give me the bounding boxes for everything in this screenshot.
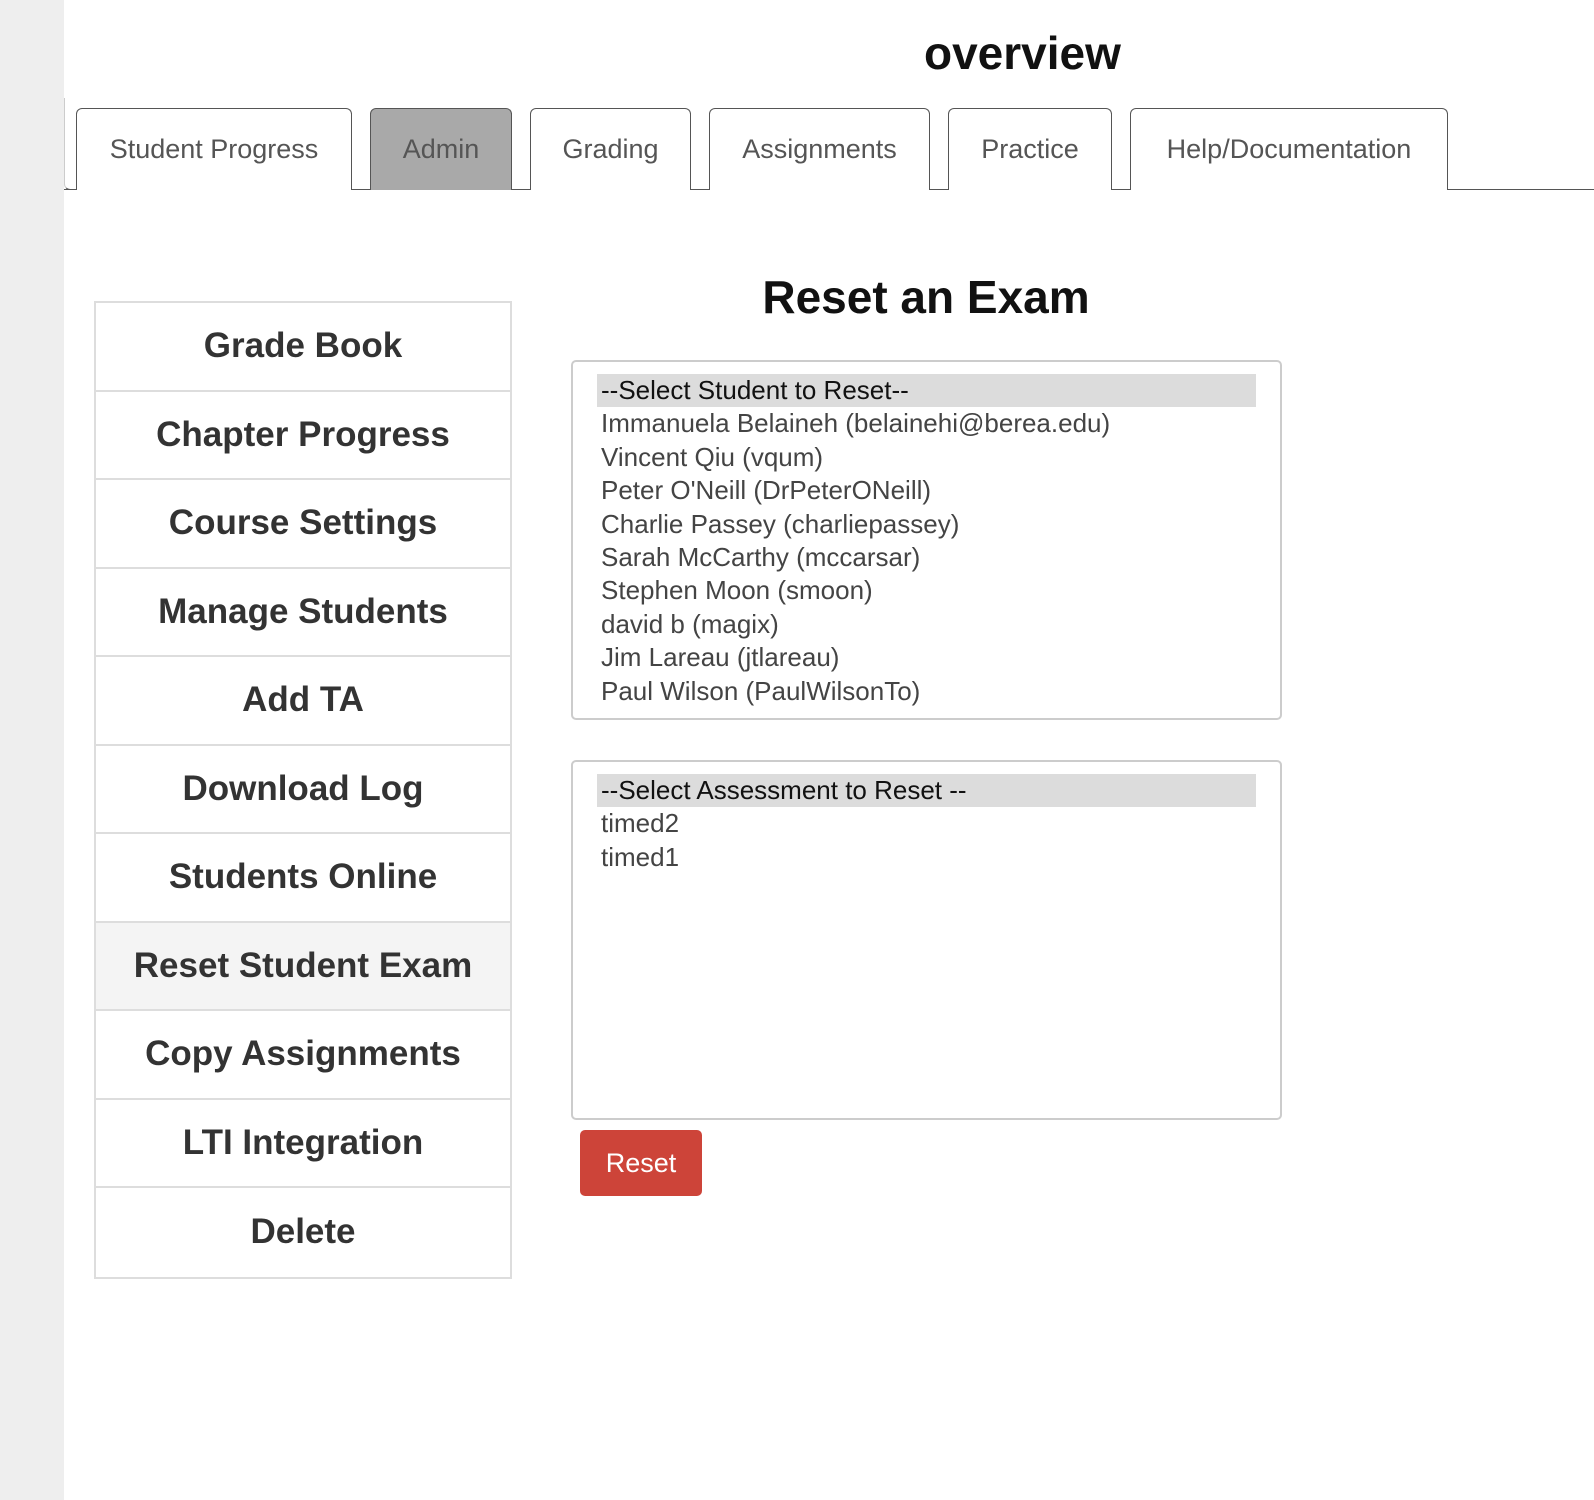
menu-item-add-ta[interactable]: Add TA bbox=[96, 657, 510, 746]
student-option[interactable]: Stephen Moon (smoon) bbox=[601, 575, 873, 606]
tabs-left-edge bbox=[64, 98, 76, 190]
student-option[interactable]: Immanuela Belaineh (belainehi@berea.edu) bbox=[601, 408, 1111, 439]
student-option[interactable]: Peter O'Neill (DrPeterONeill) bbox=[601, 475, 932, 506]
menu-item-delete[interactable]: Delete bbox=[96, 1188, 510, 1277]
tab-admin[interactable]: Admin bbox=[370, 108, 512, 190]
reset-button[interactable]: Reset bbox=[580, 1130, 702, 1196]
student-option[interactable]: Paul Wilson (PaulWilsonTo) bbox=[601, 675, 921, 706]
left-gutter bbox=[0, 0, 64, 1500]
menu-item-chapter-progress[interactable]: Chapter Progress bbox=[96, 392, 510, 481]
student-option[interactable]: Charlie Passey (charliepassey) bbox=[601, 508, 960, 539]
tab-student-progress[interactable]: Student Progress bbox=[76, 108, 352, 190]
menu-item-students-online[interactable]: Students Online bbox=[96, 834, 510, 923]
student-option[interactable]: Sarah McCarthy (mccarsar) bbox=[601, 541, 921, 572]
menu-item-download-log[interactable]: Download Log bbox=[96, 746, 510, 835]
student-select-listbox[interactable] bbox=[571, 360, 1282, 720]
student-option[interactable]: david b (magix) bbox=[601, 608, 779, 639]
tab-grading[interactable]: Grading bbox=[530, 108, 691, 190]
section-title: Reset an Exam bbox=[762, 271, 1090, 323]
menu-item-manage-students[interactable]: Manage Students bbox=[96, 569, 510, 658]
assessment-option[interactable]: timed2 bbox=[601, 808, 680, 839]
assessment-option[interactable]: timed1 bbox=[601, 841, 680, 872]
tab-help-documentation[interactable]: Help/Documentation bbox=[1130, 108, 1448, 190]
student-option[interactable]: Jim Lareau (jtlareau) bbox=[601, 642, 840, 673]
menu-item-course-settings[interactable]: Course Settings bbox=[96, 480, 510, 569]
tab-practice[interactable]: Practice bbox=[948, 108, 1112, 190]
menu-item-copy-assignments[interactable]: Copy Assignments bbox=[96, 1011, 510, 1100]
student-option[interactable]: Vincent Qiu (vqum) bbox=[601, 441, 824, 472]
student-option-placeholder[interactable]: --Select Student to Reset-- bbox=[597, 374, 1256, 407]
tab-assignments[interactable]: Assignments bbox=[709, 108, 930, 190]
page-title: overview bbox=[924, 27, 1121, 79]
assessment-option-placeholder[interactable]: --Select Assessment to Reset -- bbox=[597, 774, 1256, 807]
menu-item-lti-integration[interactable]: LTI Integration bbox=[96, 1100, 510, 1189]
menu-item-reset-student-exam[interactable]: Reset Student Exam bbox=[96, 923, 510, 1012]
menu-item-grade-book[interactable]: Grade Book bbox=[96, 303, 510, 392]
admin-menu bbox=[94, 301, 512, 1279]
assessment-select-listbox[interactable] bbox=[571, 760, 1282, 1120]
